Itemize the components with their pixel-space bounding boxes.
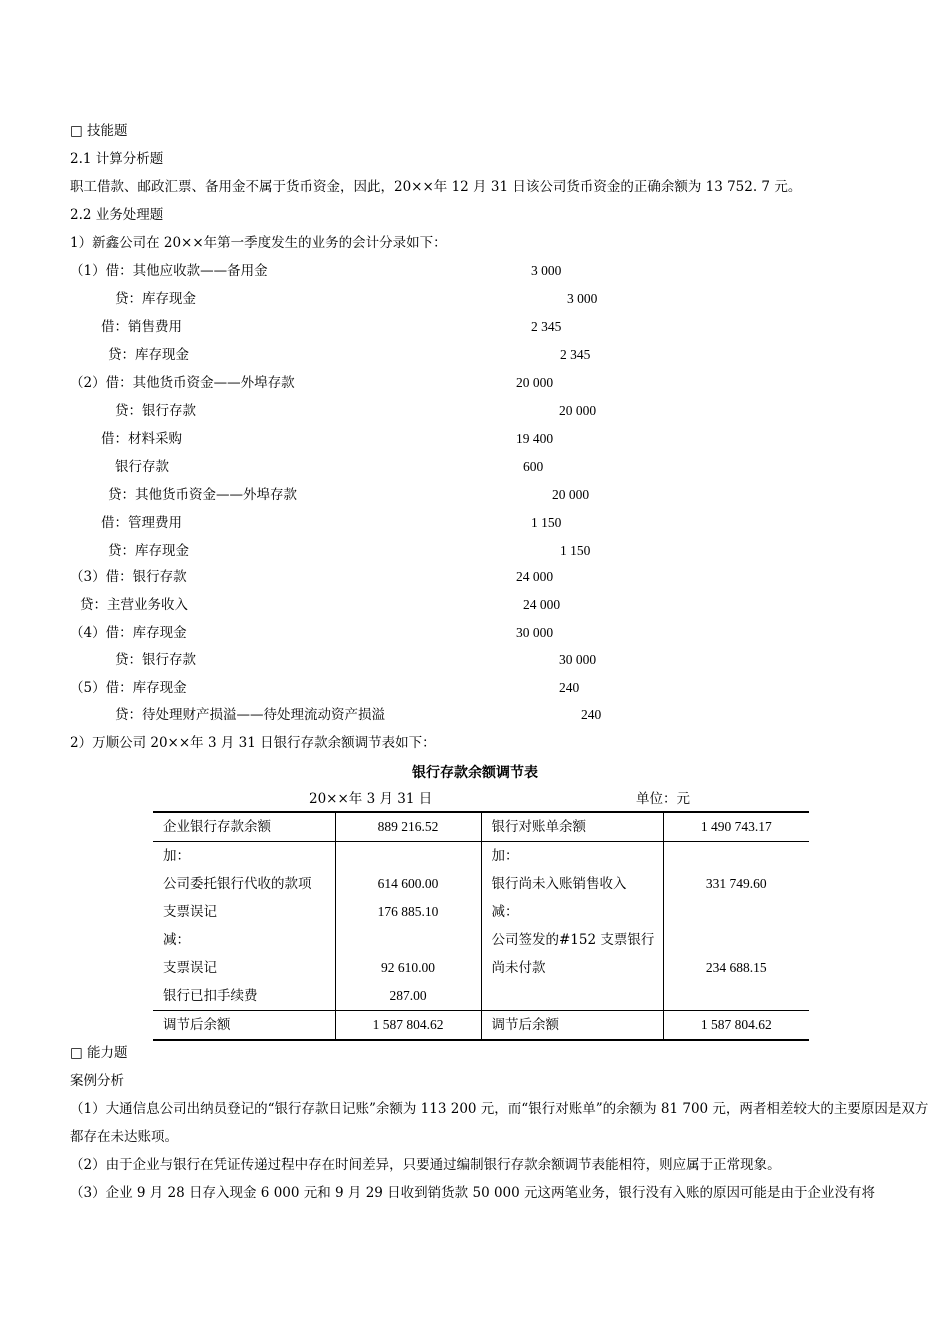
entry-amount: 1 150	[560, 543, 591, 558]
table-cell: 企业银行存款余额	[153, 812, 335, 842]
cell-line: 银行尚未入账销售收入	[491, 876, 627, 892]
entry-text: 借：管理费用	[101, 515, 182, 531]
entry-text: 借：材料采购	[101, 431, 182, 447]
cell-line: 尚未付款	[491, 960, 546, 976]
entry-text: （1）借：其他应收款——备用金	[70, 263, 268, 279]
table-cell	[481, 842, 663, 1011]
entry-amount: 2 345	[560, 347, 591, 362]
reconciliation-table	[153, 811, 809, 1041]
entry-text: （5）借：库存现金	[70, 680, 187, 696]
entry-amount: 600	[523, 459, 544, 474]
entry-amount: 24 000	[523, 597, 561, 612]
table-cell: 1 587 804.62	[663, 1011, 809, 1041]
table-row	[153, 1011, 809, 1041]
entry-text: 银行存款	[115, 459, 169, 475]
entry-amount: 30 000	[559, 652, 597, 667]
entry-text: 贷：库存现金	[108, 543, 189, 559]
cell-line: 234 688.15	[705, 960, 767, 975]
cell-line	[336, 926, 481, 954]
cell-line: 加：	[163, 848, 190, 864]
entry-text: 贷：银行存款	[115, 652, 196, 668]
entry-amount: 3 000	[531, 263, 562, 278]
ability-heading: □ 能力题	[70, 1045, 128, 1061]
table-cell: 889 216.52	[335, 812, 481, 842]
entry-amount: 2 345	[531, 319, 562, 334]
cell-line: 银行已扣手续费	[163, 988, 258, 1004]
entry-amount: 240	[581, 707, 602, 722]
section-2-1-heading: 2.1 计算分析题	[70, 151, 164, 167]
cell-line: 287.00	[389, 988, 427, 1003]
entry-text: 借：销售费用	[101, 319, 182, 335]
case-paragraph-2: （2）由于企业与银行在凭证传递过程中存在时间差异，只要通过编制银行存款余额调节表能相符，则应属于正常现象。	[70, 1157, 781, 1173]
entry-text: 贷：库存现金	[108, 347, 189, 363]
entry-amount: 3 000	[567, 291, 598, 306]
cell-line: 减：	[163, 932, 190, 948]
skills-heading: □ 技能题	[70, 123, 128, 139]
entry-amount: 19 400	[516, 431, 554, 446]
cell-line: 公司委托银行代收的款项	[163, 876, 312, 892]
table-cell	[663, 842, 809, 1011]
cell-line	[664, 982, 810, 1010]
cell-line	[664, 926, 810, 954]
entry-amount: 20 000	[516, 375, 554, 390]
cell-line	[336, 842, 481, 870]
cell-line: 176 885.10	[377, 904, 439, 919]
cell-line: 614 600.00	[377, 876, 439, 891]
section-2-1-text: 职工借款、邮政汇票、备用金不属于货币资金，因此，20××年 12 月 31 日该公司货币资金的正确余额为 13 752. 7 元。	[70, 179, 802, 195]
table-cell: 1 587 804.62	[335, 1011, 481, 1041]
table-cell: 调节后余额	[153, 1011, 335, 1041]
table-cell: 银行对账单余额	[481, 812, 663, 842]
table-cell	[153, 842, 335, 1011]
table-row	[153, 812, 809, 842]
cell-line: 支票误记	[163, 960, 217, 976]
cell-line: 减：	[491, 904, 519, 920]
table-cell	[335, 842, 481, 1011]
cell-line	[664, 842, 810, 870]
entry-text: （4）借：库存现金	[70, 625, 187, 641]
cell-line	[664, 898, 810, 926]
cell-line: 加：	[491, 848, 519, 864]
case-paragraph-3: （3）企业 9 月 28 日存入现金 6 000 元和 9 月 29 日收到销货款 50 000 元这两笔业务，银行没有入账的原因可能是由于企业没有将	[70, 1185, 876, 1201]
cell-line: 支票误记	[163, 904, 217, 920]
table-row	[153, 842, 809, 1011]
entry-text: （2）借：其他货币资金——外埠存款	[70, 375, 295, 391]
table-unit: 单位：元	[636, 791, 690, 807]
entry-amount: 240	[559, 680, 580, 695]
section-2-2-heading: 2.2 业务处理题	[70, 207, 164, 223]
question-1-intro: 1）新鑫公司在 20××年第一季度发生的业务的会计分录如下：	[70, 235, 447, 251]
table-date: 20××年 3 月 31 日	[309, 791, 433, 807]
table-title: 银行存款余额调节表	[412, 765, 538, 781]
cell-line	[492, 982, 663, 1010]
question-2-intro: 2）万顺公司 20××年 3 月 31 日银行存款余额调节表如下：	[70, 735, 436, 751]
table-cell: 1 490 743.17	[663, 812, 809, 842]
entry-text: 贷：其他货币资金——外埠存款	[108, 487, 297, 503]
table-cell: 调节后余额	[481, 1011, 663, 1041]
entry-text: （3）借：银行存款	[70, 569, 187, 585]
entry-text: 贷：待处理财产损溢——待处理流动资产损溢	[115, 707, 385, 723]
entry-amount: 20 000	[552, 487, 590, 502]
cell-line: 公司签发的#152 支票银行	[491, 932, 655, 948]
entry-text: 贷：主营业务收入	[80, 597, 188, 613]
case-analysis-heading: 案例分析	[70, 1073, 124, 1089]
entry-text: 贷：库存现金	[115, 291, 196, 307]
entry-amount: 1 150	[531, 515, 562, 530]
entry-amount: 24 000	[516, 569, 554, 584]
entry-text: 贷：银行存款	[115, 403, 196, 419]
cell-line: 92 610.00	[381, 960, 435, 975]
case-paragraph-1: （1）大通信息公司出纳员登记的“银行存款日记账”余额为 113 200 元，而“银行对账单”的余额为 81 700 元，两者相差较大的主要原因是双方都存在未达账项。	[70, 1101, 929, 1145]
cell-line: 331 749.60	[705, 876, 767, 891]
entry-amount: 30 000	[516, 625, 554, 640]
entry-amount: 20 000	[559, 403, 597, 418]
